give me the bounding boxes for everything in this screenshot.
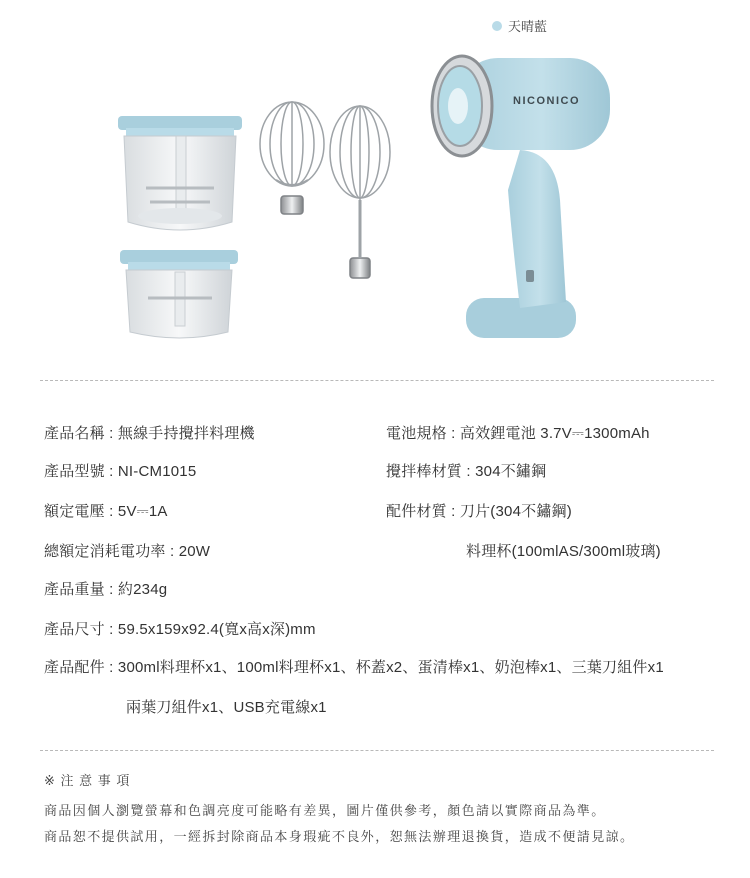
divider-top	[40, 380, 714, 381]
brand-label: NICONICO	[513, 95, 580, 107]
spec-weight: 產品重量 : 約234g	[44, 581, 168, 598]
spec-accessories: 產品配件 : 300ml料理杯x1、100ml料理杯x1、杯蓋x2、蛋清棒x1、奶泡棒x1、三葉刀組件x1	[44, 659, 664, 676]
spec-stick-material: 攪拌棒材質 : 304不鏽鋼	[386, 463, 547, 480]
spec-voltage: 額定電壓 : 5V⎓1A	[44, 503, 168, 520]
egg-whisk	[260, 102, 324, 336]
spec-accessories-2: 兩葉刀組件x1、USB充電線x1	[126, 699, 327, 716]
spec-battery: 電池規格 : 高效鋰電池 3.7V⎓1300mAh	[386, 425, 650, 442]
color-option	[492, 16, 547, 35]
milk-frother	[330, 106, 390, 338]
color-swatch	[492, 21, 502, 31]
note-line-1: 商品因個人瀏覽螢幕和色調亮度可能略有差異，圖片僅供參考，顏色請以實際商品為準。	[44, 803, 606, 818]
spec-accessory-material-2: 料理杯(100mlAS/300ml玻璃)	[466, 543, 661, 560]
cup-100ml	[120, 250, 238, 338]
divider-bottom	[40, 750, 714, 751]
spec-size: 產品尺寸 : 59.5x159x92.4(寬x高x深)mm	[44, 621, 316, 638]
color-option-label: 天晴藍	[508, 19, 548, 34]
product-image	[0, 40, 750, 370]
spec-model: 產品型號 : NI-CM1015	[44, 463, 197, 480]
spec-power: 總額定消耗電功率 : 20W	[44, 543, 211, 560]
spec-accessory-material: 配件材質 : 刀片(304不鏽鋼)	[386, 503, 572, 520]
glass-cup-300ml	[118, 116, 242, 230]
spec-name: 產品名稱 : 無線手持攪拌料理機	[44, 425, 255, 442]
notes-title: ※ 注 意 事 項	[44, 773, 131, 788]
note-line-2: 商品恕不提供試用，一經拆封除商品本身瑕疵不良外，恕無法辦理退換貨，造成不便請見諒。	[44, 829, 635, 844]
